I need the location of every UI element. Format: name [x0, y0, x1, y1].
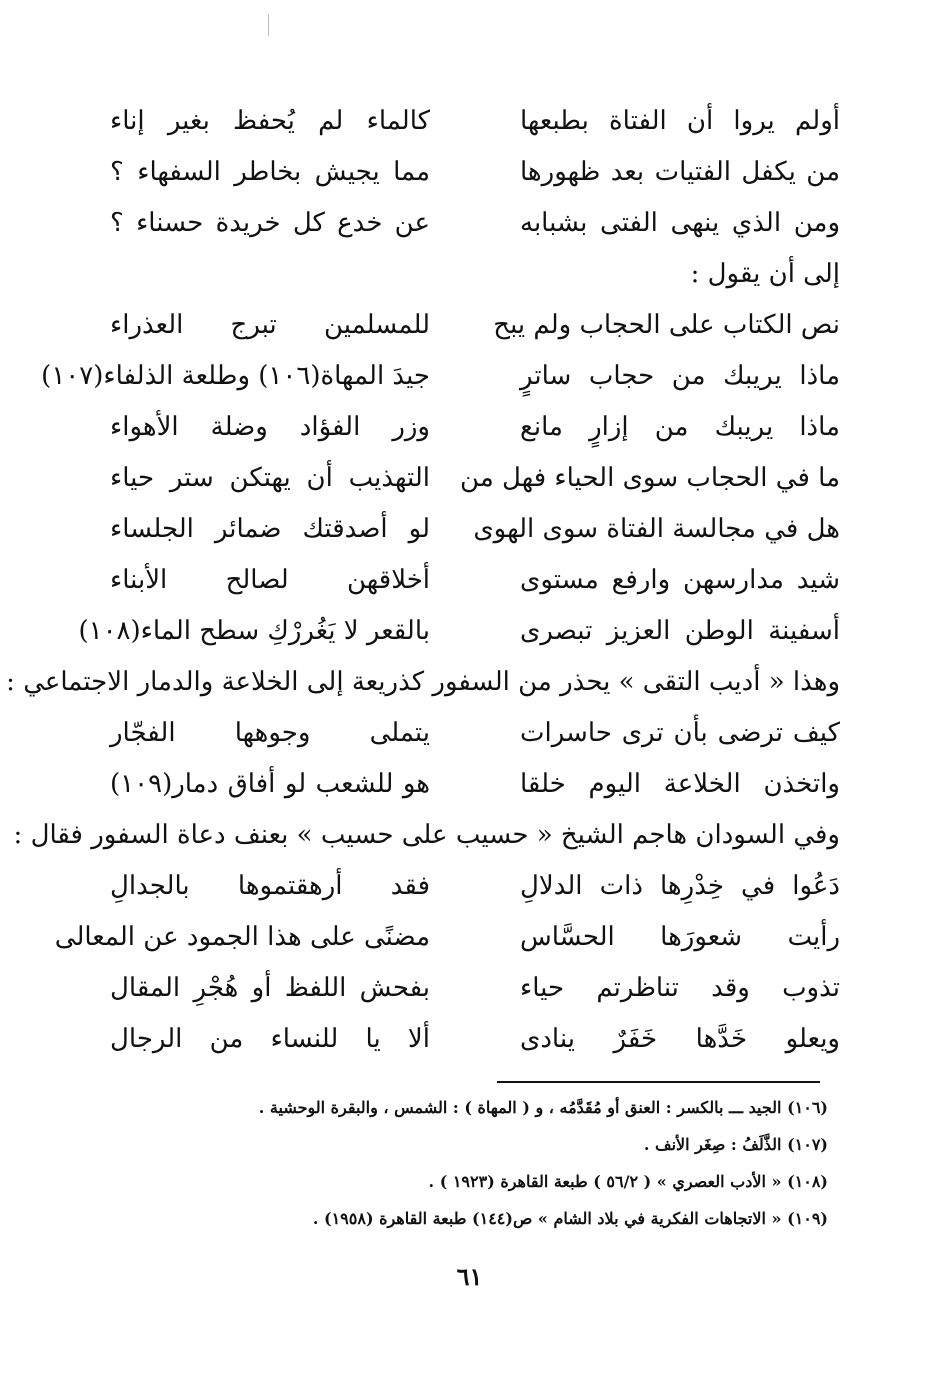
footnote: (١٠٧) الذَّلَفُ : صِغَر الأنف . [643, 1135, 828, 1154]
verse-second-hemistich: أخلاقهن لصالح الأبناء [110, 565, 430, 595]
verse-line [78, 606, 840, 657]
verse-line [54, 912, 840, 963]
verse-first-hemistich: نص الكتاب على الحجاب ولم يبح [493, 310, 840, 340]
footnotes [110, 1089, 828, 1237]
verse-line [110, 759, 840, 810]
verse-first-hemistich: كيف ترضى بأن ترى حاسرات [520, 718, 840, 748]
verse-first-hemistich: ما في الحجاب سوى الحياء فهل من [460, 463, 840, 493]
footnote: (١٠٨) « الأدب العصري » ( ٥٦/٢ ) طبعة القاهرة (١٩٢٣ ) . [428, 1172, 828, 1191]
verse-first-hemistich: دَعُوا في خِدْرِها ذات الدلالِ [520, 871, 840, 901]
verse-line [110, 861, 840, 912]
verse-second-hemistich: بالقعر لا يَغُررْكِ سطح الماء(١٠٨) [78, 616, 430, 646]
verse-line [110, 708, 840, 759]
verse-second-hemistich: يتملى وجوهها الفجّار [110, 718, 430, 748]
main-text [6, 96, 840, 1065]
footnote: (١٠٩) « الاتجاهات الفكرية في بلاد الشام » ص(١٤٤) طبعة القاهرة (١٩٥٨) . [312, 1209, 828, 1228]
verse-first-hemistich: واتخذن الخلاعة اليوم خلقا [520, 769, 840, 799]
verse-line [110, 504, 840, 555]
verse-second-hemistich: التهذيب أن يهتكن ستر حياء [110, 463, 430, 493]
verse-line [110, 453, 840, 504]
verse-second-hemistich: جيدَ المهاة(١٠٦) وطلعة الذلفاء(١٠٧) [41, 361, 430, 391]
verse-second-hemistich: للمسلمين تبرج العذراء [110, 310, 430, 340]
verse-line [110, 300, 840, 351]
verse-first-hemistich: تذوب وقد تناظرتم حياء [520, 973, 840, 1003]
footnote-divider [497, 1081, 820, 1083]
verse-second-hemistich: مما يجيش بخاطر السفهاء ؟ [110, 157, 430, 187]
verse-first-hemistich: ومن الذي ينهى الفتى بشبابه [520, 208, 840, 238]
verse-second-hemistich: فقد أرهقتموها بالجدالِ [110, 871, 430, 901]
verse-second-hemistich: لو أصدقتك ضمائر الجلساء [110, 514, 430, 544]
verse-line [110, 555, 840, 606]
verse-line [110, 96, 840, 147]
verse-first-hemistich: ويعلو خَدَّها خَفَرٌ ينادى [520, 1024, 840, 1054]
verse-second-hemistich: كالماء لم يُحفظ بغير إناء [110, 106, 430, 136]
verse-second-hemistich: بفحش اللفظ أو هُجْرِ المقال [110, 973, 430, 1003]
verse-second-hemistich: عن خدع كل خريدة حسناء ؟ [110, 208, 430, 238]
verse-line [110, 147, 840, 198]
footnote: (١٠٦) الجيد ـــ بالكسر : العنق أو مُقَدَّمُه ، و ( المهاة ) : الشمس ، والبقرة الوحشية . [258, 1098, 828, 1117]
verse-line [110, 402, 840, 453]
verse-line [41, 351, 840, 402]
page-number: ٦١ [456, 1262, 483, 1291]
verse-first-hemistich: أسفينة الوطن العزيز تبصرى [520, 616, 840, 646]
verse-line [110, 1014, 840, 1065]
verse-first-hemistich: رأيت شعورَها الحسَّاس [520, 922, 840, 952]
verse-first-hemistich: من يكفل الفتيات بعد ظهورها [520, 157, 840, 187]
verse-first-hemistich: هل في مجالسة الفتاة سوى الهوى [473, 514, 840, 544]
prose-line: وهذا « أديب التقى » يحذر من السفور كذريعة إلى الخلاعة والدمار الاجتماعي : [6, 667, 840, 697]
prose-line: إلى أن يقول : [690, 259, 840, 289]
verse-first-hemistich: أولم يروا أن الفتاة بطبعها [520, 106, 840, 136]
verse-line [110, 198, 840, 249]
prose-line: وفي السودان هاجم الشيخ « حسيب على حسيب » بعنف دعاة السفور فقال : [13, 820, 840, 850]
verse-first-hemistich: ماذا يريبك من إزارٍ مانع [520, 412, 840, 442]
verse-second-hemistich: وزر الفؤاد وضلة الأهواء [110, 412, 430, 442]
verse-second-hemistich: مضنًى على هذا الجمود عن المعالى [54, 922, 430, 952]
verse-second-hemistich: هو للشعب لو أفاق دمار(١٠٩) [110, 769, 430, 799]
verse-first-hemistich: ماذا يريبك من حجاب ساترٍ [520, 361, 840, 391]
scan-mark [268, 14, 269, 36]
verse-second-hemistich: ألا يا للنساء من الرجال [110, 1024, 430, 1054]
verse-line [110, 963, 840, 1014]
verse-first-hemistich: شيد مدارسهن وارفع مستوى [520, 565, 840, 595]
